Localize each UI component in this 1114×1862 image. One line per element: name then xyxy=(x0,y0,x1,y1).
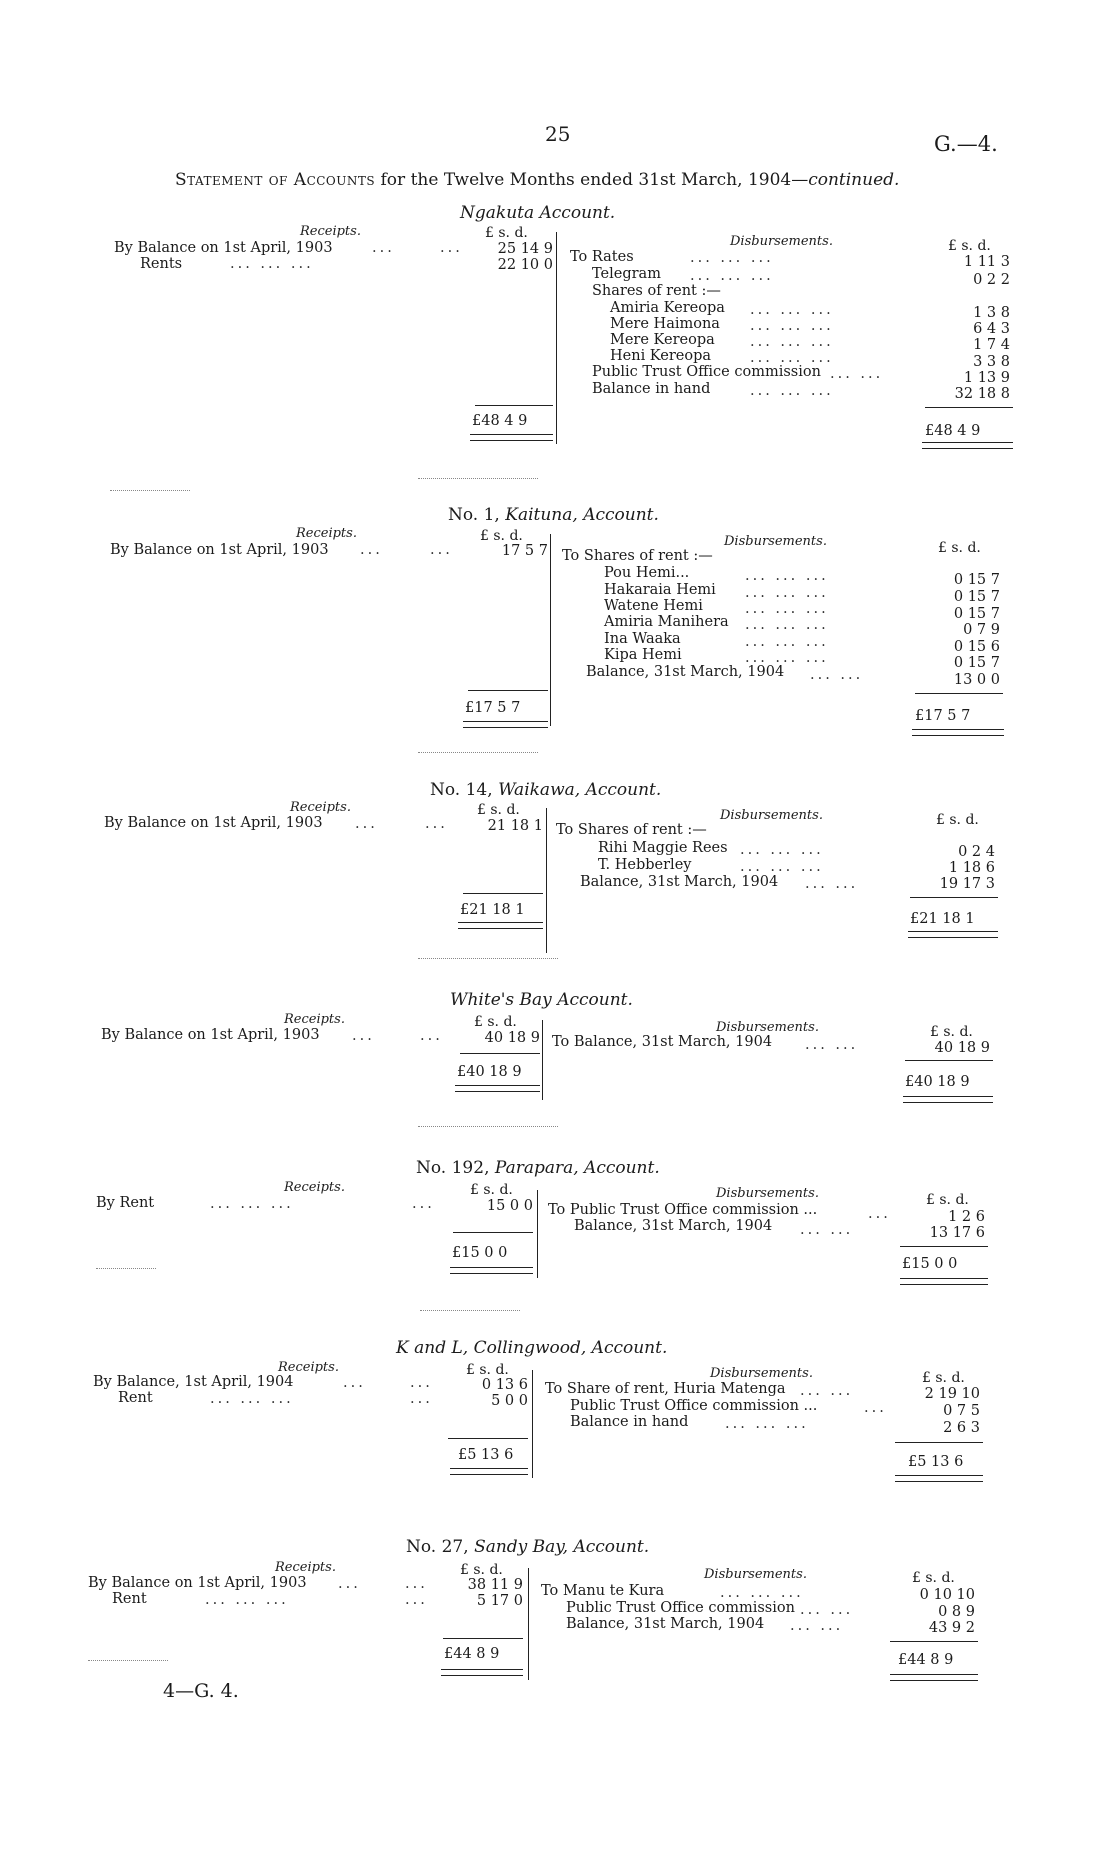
account-number: No. 192, xyxy=(416,1158,490,1178)
separator xyxy=(96,1268,156,1270)
column-rule xyxy=(550,534,551,726)
leader-dots: ... ... ... xyxy=(750,318,834,334)
disbursement-amount: 40 18 9 xyxy=(934,1040,990,1056)
receipts-total: £21 18 1 xyxy=(460,902,525,918)
disbursement-label: Amiria Kereopa xyxy=(610,300,725,316)
receipt-amount: 17 5 7 xyxy=(501,543,548,559)
leader-dots: ... ... xyxy=(805,1037,859,1053)
leader-dots: ... ... ... xyxy=(690,250,774,266)
double-rule xyxy=(441,1669,523,1676)
disbursement-label: Balance, 31st March, 1904 xyxy=(586,664,785,680)
account-name: Parapara, Account. xyxy=(494,1158,660,1178)
leader-dots: ... ... xyxy=(790,1618,844,1634)
disbursement-label: T. Hebberley xyxy=(598,857,692,873)
double-rule xyxy=(470,434,553,441)
receipt-label: By Balance on 1st April, 1903 xyxy=(110,542,329,558)
account-title: White's Bay Account. xyxy=(450,990,633,1010)
heading-lead: Statement of Accounts xyxy=(175,170,376,190)
disbursement-label: Public Trust Office commission xyxy=(566,1600,795,1616)
disbursements-heading: Disbursements. xyxy=(704,1567,807,1582)
double-rule xyxy=(900,1278,988,1285)
account-name: Waikawa, Account. xyxy=(498,780,662,800)
sum-rule xyxy=(905,1060,993,1061)
double-rule xyxy=(450,1468,528,1475)
leader-dots: ... ... ... xyxy=(750,350,834,366)
sum-rule xyxy=(453,1232,533,1233)
column-rule xyxy=(532,1370,533,1478)
double-rule xyxy=(450,1267,533,1274)
disbursement-label: Ina Waaka xyxy=(604,631,681,647)
leader-dots: ... xyxy=(420,1028,443,1044)
disbursement-label: Telegram xyxy=(592,266,661,282)
disbursement-label: Hakaraia Hemi xyxy=(604,582,716,598)
lsd-heading: £ s. d. xyxy=(926,1192,969,1208)
account-title xyxy=(448,505,659,525)
disbursements-heading: Disbursements. xyxy=(716,1186,819,1201)
account-number: No. 1, xyxy=(448,505,500,525)
double-rule xyxy=(922,442,1013,449)
double-rule xyxy=(890,1674,978,1681)
disbursement-amount: 0 15 7 xyxy=(953,655,1000,671)
disbursement-amount: 0 15 6 xyxy=(953,639,1000,655)
account-title xyxy=(406,1537,649,1557)
receipt-label: Rent xyxy=(118,1390,153,1406)
lsd-heading: £ s. d. xyxy=(938,540,981,556)
receipt-label: By Balance on 1st April, 1903 xyxy=(101,1027,320,1043)
receipts-heading: Receipts. xyxy=(300,224,361,239)
disbursements-total: £5 13 6 xyxy=(908,1454,964,1470)
leader-dots: ... ... ... xyxy=(720,1585,804,1601)
receipts-heading: Receipts. xyxy=(284,1180,345,1195)
leader-dots: ... ... xyxy=(830,366,884,382)
leader-dots: ... ... ... xyxy=(745,650,829,666)
sum-rule xyxy=(468,690,548,691)
receipt-amount: 38 11 9 xyxy=(467,1577,523,1593)
column-rule xyxy=(542,1020,543,1100)
account-number: No. 27, xyxy=(406,1537,469,1557)
leader-dots: ... ... ... xyxy=(725,1416,809,1432)
disbursement-label: Mere Kereopa xyxy=(610,332,715,348)
receipt-label: Rents xyxy=(140,256,183,272)
disbursements-total: £48 4 9 xyxy=(925,423,981,439)
disbursement-label: Pou Hemi... xyxy=(604,565,690,581)
leader-dots: ... xyxy=(864,1400,887,1416)
account-title xyxy=(416,1158,660,1178)
sum-rule xyxy=(475,405,553,406)
leader-dots: ... ... ... xyxy=(745,634,829,650)
disbursement-label: To Shares of rent :— xyxy=(562,548,713,564)
separator xyxy=(110,490,190,492)
disbursement-amount: 1 13 9 xyxy=(963,370,1010,386)
double-rule xyxy=(912,729,1004,736)
receipts-total: £44 8 9 xyxy=(444,1646,500,1662)
disbursement-amount: 32 18 8 xyxy=(954,386,1010,402)
disbursement-amount: 1 2 6 xyxy=(948,1209,985,1225)
disbursement-amount: 19 17 3 xyxy=(939,876,995,892)
disbursement-amount: 0 15 7 xyxy=(953,572,1000,588)
receipt-amount: 22 10 0 xyxy=(497,257,553,273)
leader-dots: ... xyxy=(343,1375,366,1391)
receipt-amount: 25 14 9 xyxy=(497,241,553,257)
disbursement-amount: 0 10 10 xyxy=(919,1587,975,1603)
sum-rule xyxy=(460,1053,540,1054)
account-number: No. 14, xyxy=(430,780,493,800)
receipt-amount: 5 0 0 xyxy=(491,1393,528,1409)
disbursement-label: Balance, 31st March, 1904 xyxy=(574,1218,773,1234)
heading-continued: continued. xyxy=(808,170,900,190)
lsd-heading: £ s. d. xyxy=(948,238,991,254)
disbursements-heading: Disbursements. xyxy=(716,1020,819,1035)
lsd-heading: £ s. d. xyxy=(470,1182,513,1198)
sum-rule xyxy=(895,1442,983,1443)
lsd-heading: £ s. d. xyxy=(912,1570,955,1586)
leader-dots: ... ... ... xyxy=(750,334,834,350)
heading-rest: for the Twelve Months ended 31st March, 1904— xyxy=(375,170,809,190)
disbursement-label: Watene Hemi xyxy=(604,598,703,614)
leader-dots: ... xyxy=(430,542,453,558)
receipt-label: By Balance on 1st April, 1903 xyxy=(114,240,333,256)
disbursement-amount: 0 2 4 xyxy=(958,844,995,860)
page-number: 25 xyxy=(545,122,571,146)
sum-rule xyxy=(925,407,1013,408)
leader-dots: ... xyxy=(405,1576,428,1592)
disbursements-total: £40 18 9 xyxy=(905,1074,970,1090)
leader-dots: ... xyxy=(355,816,378,832)
double-rule xyxy=(903,1096,993,1103)
leader-dots: ... ... xyxy=(800,1602,854,1618)
lsd-heading: £ s. d. xyxy=(460,1562,503,1578)
disbursements-heading: Disbursements. xyxy=(730,234,833,249)
leader-dots: ... ... ... xyxy=(745,568,829,584)
receipt-label: By Rent xyxy=(96,1195,155,1211)
disbursement-label: To Shares of rent :— xyxy=(556,822,707,838)
leader-dots: ... ... xyxy=(800,1222,854,1238)
receipts-heading: Receipts. xyxy=(290,800,351,815)
sum-rule xyxy=(890,1641,978,1642)
disbursements-heading: Disbursements. xyxy=(710,1366,813,1381)
double-rule xyxy=(908,931,998,938)
leader-dots: ... xyxy=(352,1028,375,1044)
account-name: Kaituna, Account. xyxy=(505,505,659,525)
sum-rule xyxy=(448,1438,528,1439)
separator xyxy=(418,1126,558,1128)
lsd-heading: £ s. d. xyxy=(922,1370,965,1386)
disbursement-label: To Public Trust Office commission ... xyxy=(548,1202,818,1218)
disbursements-total: £21 18 1 xyxy=(910,911,975,927)
receipt-label: Rent xyxy=(112,1591,147,1607)
leader-dots: ... ... xyxy=(810,667,864,683)
disbursement-label: To Rates xyxy=(570,249,634,265)
disbursement-amount: 0 7 5 xyxy=(943,1403,980,1419)
lsd-heading: £ s. d. xyxy=(936,812,979,828)
lsd-heading: £ s. d. xyxy=(485,225,528,241)
account-title: K and L, Collingwood, Account. xyxy=(396,1338,668,1358)
account-title xyxy=(430,780,661,800)
receipts-total: £15 0 0 xyxy=(452,1245,508,1261)
sum-rule xyxy=(900,1246,988,1247)
disbursement-amount: 13 0 0 xyxy=(953,672,1000,688)
page-heading xyxy=(175,170,899,190)
sum-rule xyxy=(915,693,1003,694)
lsd-heading: £ s. d. xyxy=(477,802,520,818)
account-name: Sandy Bay, Account. xyxy=(474,1537,650,1557)
lsd-heading: £ s. d. xyxy=(474,1014,517,1030)
separator xyxy=(88,1660,168,1662)
column-rule xyxy=(546,808,547,953)
disbursement-label: Balance in hand xyxy=(570,1414,689,1430)
disbursement-amount: 0 8 9 xyxy=(938,1604,975,1620)
disbursement-amount: 43 9 2 xyxy=(928,1620,975,1636)
double-rule xyxy=(895,1475,983,1482)
lsd-heading: £ s. d. xyxy=(930,1024,973,1040)
disbursement-amount: 0 7 9 xyxy=(963,622,1000,638)
leader-dots: ... ... ... xyxy=(205,1592,289,1608)
leader-dots: ... xyxy=(425,816,448,832)
disbursement-amount: 0 2 2 xyxy=(973,272,1010,288)
disbursement-amount: 0 15 7 xyxy=(953,589,1000,605)
disbursements-total: £44 8 9 xyxy=(898,1652,954,1668)
leader-dots: ... xyxy=(360,542,383,558)
leader-dots: ... xyxy=(338,1576,361,1592)
receipt-amount: 15 0 0 xyxy=(486,1198,533,1214)
separator xyxy=(418,752,538,754)
leader-dots: ... ... ... xyxy=(230,256,314,272)
disbursement-label: Shares of rent :— xyxy=(592,283,721,299)
disbursement-label: Rihi Maggie Rees xyxy=(598,840,728,856)
leader-dots: ... ... ... xyxy=(210,1391,294,1407)
disbursement-label: To Share of rent, Huria Matenga xyxy=(545,1381,786,1397)
sum-rule xyxy=(463,893,543,894)
receipt-amount: 21 18 1 xyxy=(487,818,543,834)
disbursement-amount: 13 17 6 xyxy=(929,1225,985,1241)
leader-dots: ... ... xyxy=(805,876,859,892)
disbursement-label: Kipa Hemi xyxy=(604,647,682,663)
column-rule xyxy=(556,232,557,444)
disbursement-label: Balance, 31st March, 1904 xyxy=(566,1616,765,1632)
receipt-label: By Balance, 1st April, 1904 xyxy=(93,1374,294,1390)
disbursement-amount: 0 15 7 xyxy=(953,606,1000,622)
page-footer: 4—G. 4. xyxy=(163,1680,239,1702)
receipts-heading: Receipts. xyxy=(275,1560,336,1575)
separator xyxy=(420,1310,520,1312)
disbursements-heading: Disbursements. xyxy=(724,534,827,549)
leader-dots: ... ... ... xyxy=(740,842,824,858)
receipts-total: £40 18 9 xyxy=(457,1064,522,1080)
receipt-amount: 40 18 9 xyxy=(484,1030,540,1046)
disbursement-amount: 1 7 4 xyxy=(973,337,1010,353)
disbursement-amount: 1 3 8 xyxy=(973,305,1010,321)
disbursement-amount: 1 18 6 xyxy=(948,860,995,876)
separator xyxy=(418,478,538,480)
lsd-heading: £ s. d. xyxy=(480,528,523,544)
leader-dots: ... xyxy=(405,1592,428,1608)
leader-dots: ... ... ... xyxy=(210,1196,294,1212)
leader-dots: ... xyxy=(372,240,395,256)
leader-dots: ... ... ... xyxy=(745,585,829,601)
receipts-total: £48 4 9 xyxy=(472,413,528,429)
disbursement-amount: 3 3 8 xyxy=(973,354,1010,370)
column-rule xyxy=(528,1568,529,1680)
disbursement-label: Public Trust Office commission xyxy=(592,364,821,380)
document-reference: G.—4. xyxy=(934,132,998,156)
disbursement-label: Amiria Manihera xyxy=(604,614,729,630)
leader-dots: ... ... ... xyxy=(750,302,834,318)
double-rule xyxy=(455,1085,540,1092)
column-rule xyxy=(537,1190,538,1278)
disbursement-amount: 2 19 10 xyxy=(924,1386,980,1402)
leader-dots: ... xyxy=(410,1375,433,1391)
leader-dots: ... ... ... xyxy=(745,601,829,617)
account-title: Ngakuta Account. xyxy=(460,203,616,223)
leader-dots: ... ... ... xyxy=(750,383,834,399)
leader-dots: ... xyxy=(412,1196,435,1212)
disbursements-total: £15 0 0 xyxy=(902,1256,958,1272)
leader-dots: ... ... ... xyxy=(745,617,829,633)
disbursement-label: To Balance, 31st March, 1904 xyxy=(552,1034,773,1050)
leader-dots: ... ... ... xyxy=(740,859,824,875)
receipt-label: By Balance on 1st April, 1903 xyxy=(104,815,323,831)
disbursement-label: Balance, 31st March, 1904 xyxy=(580,874,779,890)
receipts-total: £17 5 7 xyxy=(465,700,521,716)
sum-rule xyxy=(443,1638,523,1639)
disbursement-label: Public Trust Office commission ... xyxy=(570,1398,818,1414)
leader-dots: ... xyxy=(868,1206,891,1222)
receipts-total: £5 13 6 xyxy=(458,1447,514,1463)
receipts-heading: Receipts. xyxy=(284,1012,345,1027)
double-rule xyxy=(458,922,543,929)
disbursement-amount: 2 6 3 xyxy=(943,1420,980,1436)
separator xyxy=(418,958,558,960)
disbursement-amount: 1 11 3 xyxy=(963,254,1010,270)
leader-dots: ... ... xyxy=(800,1383,854,1399)
leader-dots: ... xyxy=(410,1391,433,1407)
disbursement-label: Balance in hand xyxy=(592,381,711,397)
disbursement-label: Mere Haimona xyxy=(610,316,720,332)
disbursement-label: To Manu te Kura xyxy=(541,1583,665,1599)
receipt-amount: 0 13 6 xyxy=(481,1377,528,1393)
leader-dots: ... xyxy=(440,240,463,256)
double-rule xyxy=(463,721,548,728)
leader-dots: ... ... ... xyxy=(690,268,774,284)
receipt-amount: 5 17 0 xyxy=(476,1593,523,1609)
receipt-label: By Balance on 1st April, 1903 xyxy=(88,1575,307,1591)
receipts-heading: Receipts. xyxy=(278,1360,339,1375)
sum-rule xyxy=(910,897,998,898)
disbursement-amount: 6 4 3 xyxy=(973,321,1010,337)
receipts-heading: Receipts. xyxy=(296,526,357,541)
lsd-heading: £ s. d. xyxy=(466,1362,509,1378)
disbursement-label: Heni Kereopa xyxy=(610,348,712,364)
disbursements-total: £17 5 7 xyxy=(915,708,971,724)
disbursements-heading: Disbursements. xyxy=(720,808,823,823)
